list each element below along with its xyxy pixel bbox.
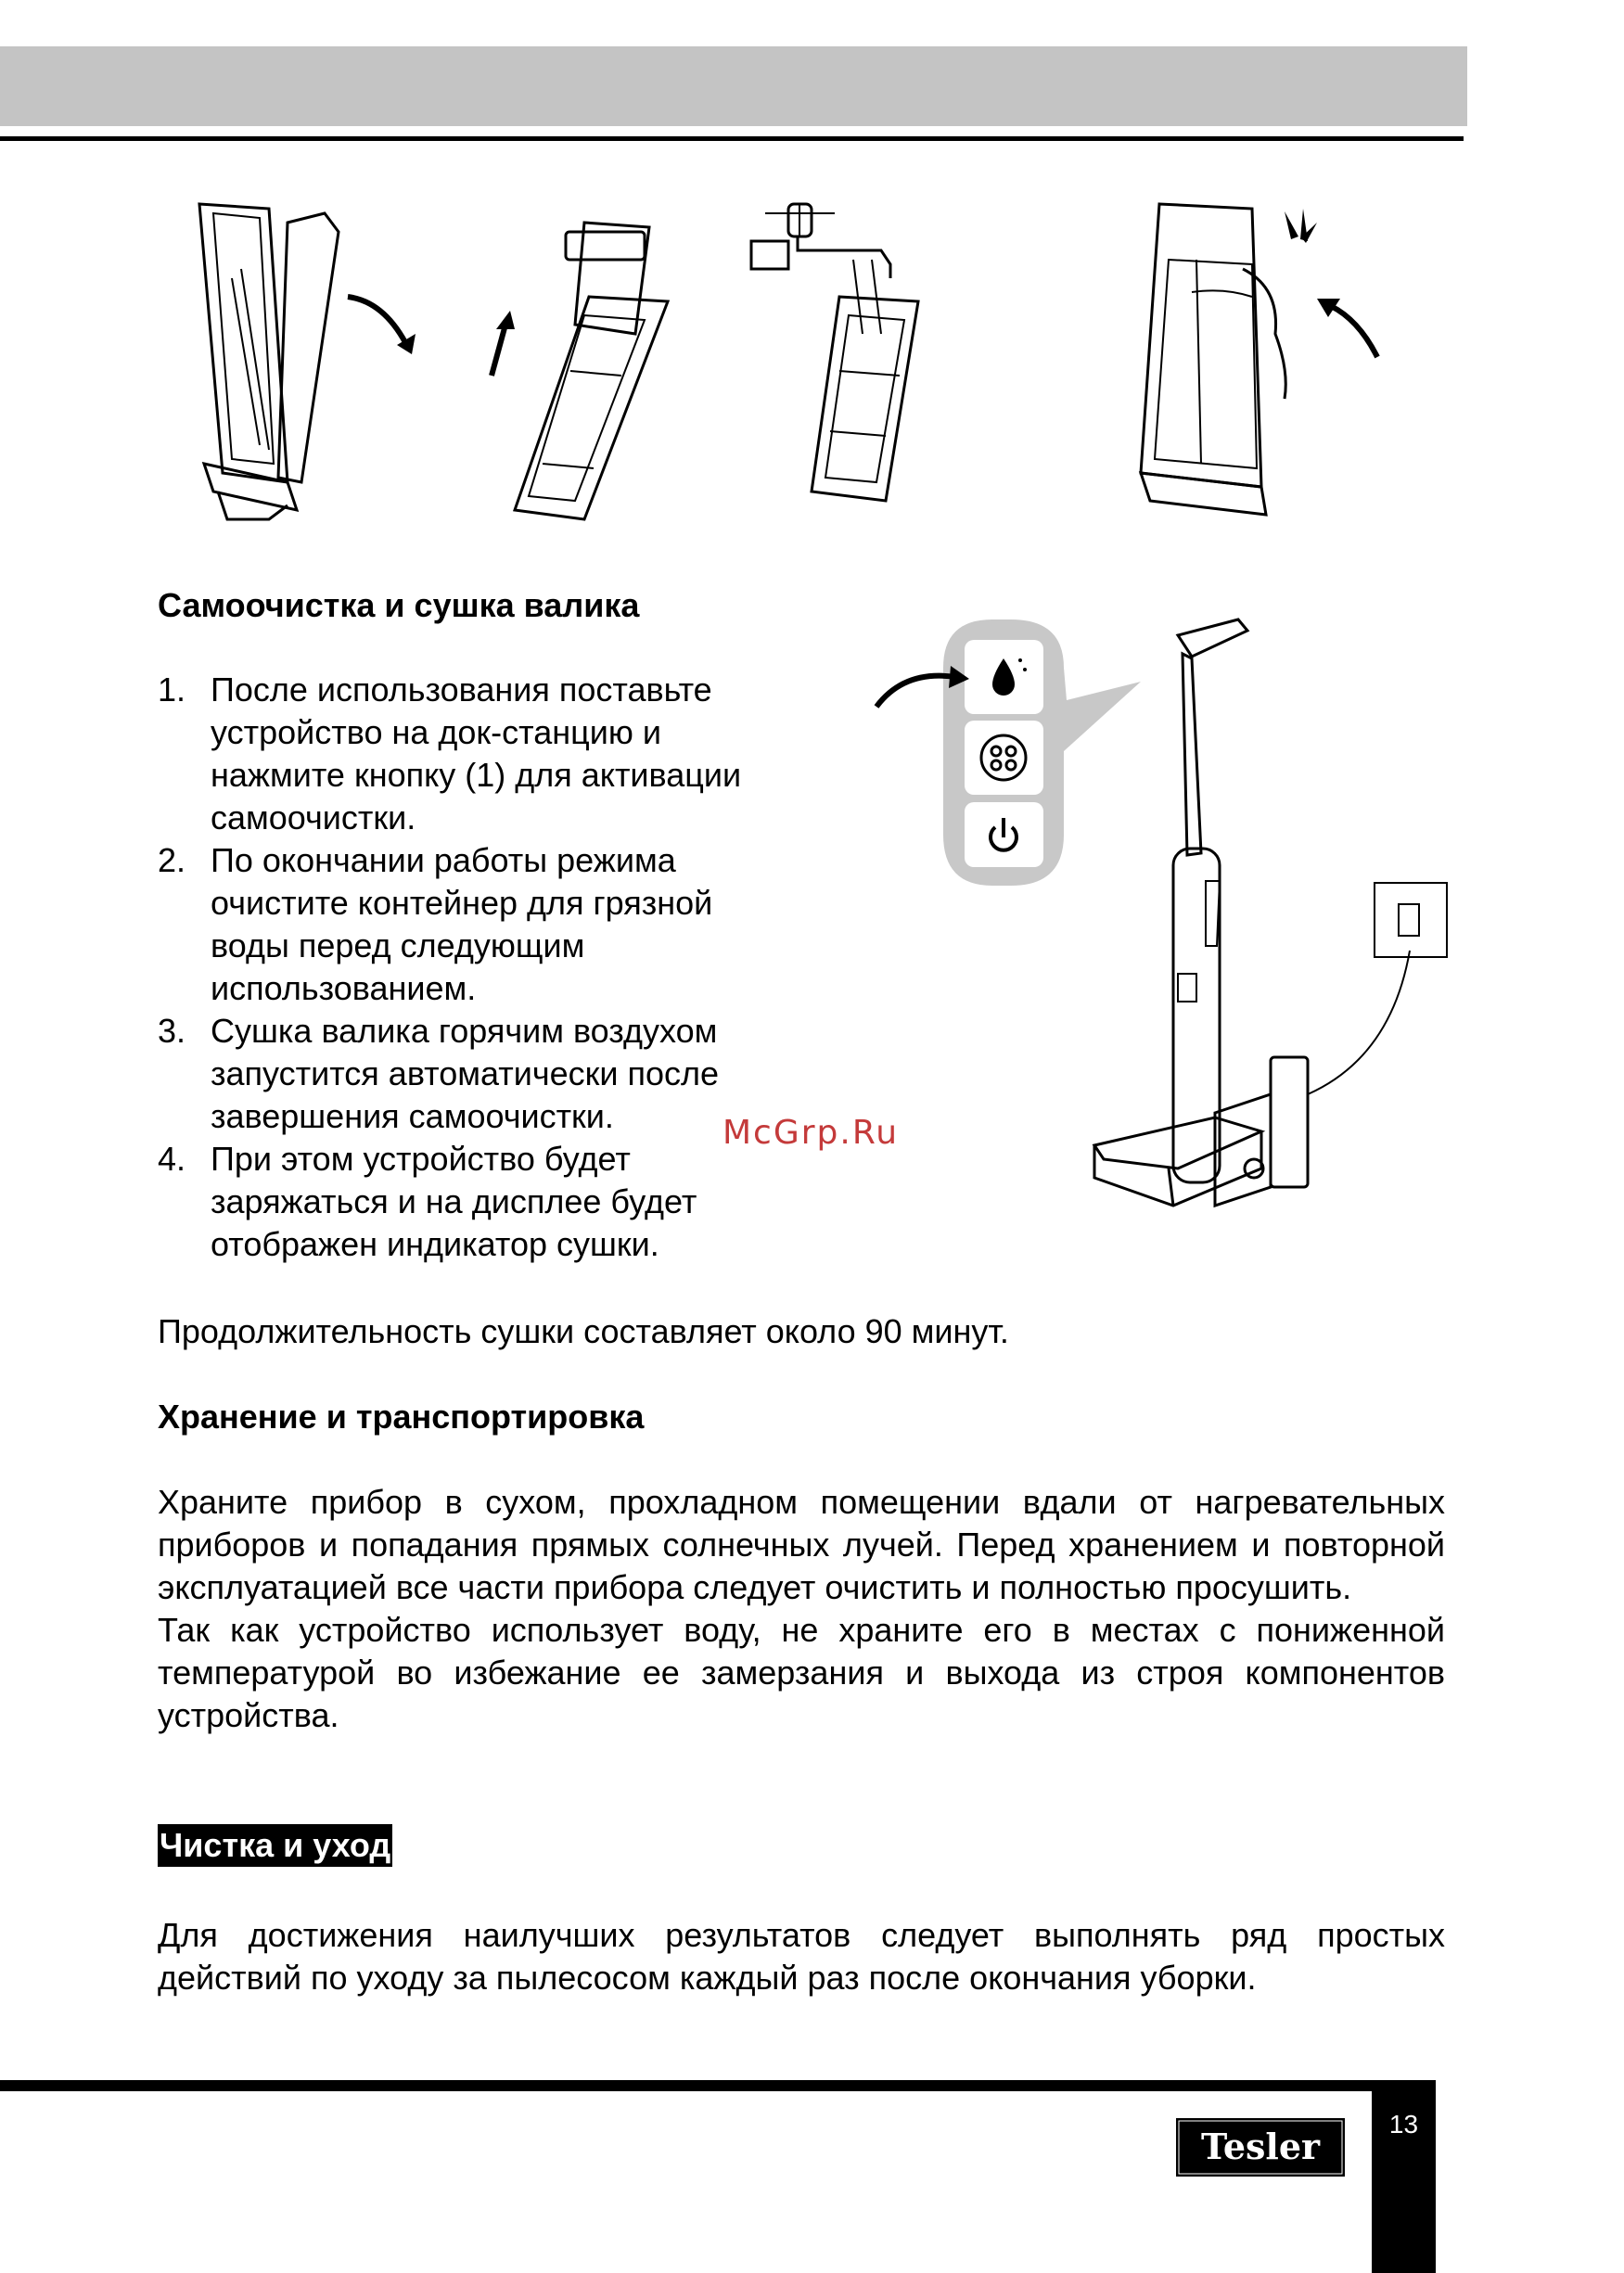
storage-heading: Хранение и транспортировка — [158, 1398, 645, 1436]
illustration-remove-tank — [199, 204, 339, 519]
illustration-rinse-tank — [751, 204, 918, 501]
brand-name: Tesler — [1200, 2126, 1321, 2167]
control-panel — [943, 619, 1141, 886]
page-number: 13 — [1388, 2110, 1419, 2139]
step-number: 3. — [158, 1012, 186, 1050]
step-item: 3. Сушка валика горячим воздухом запустится автоматически после завершения самоочистки. — [158, 1012, 720, 1135]
tesler-logo — [1176, 2118, 1345, 2177]
storage-text — [158, 1481, 1445, 1737]
footer-rule — [0, 2080, 1436, 2091]
watermark: McGrp.Ru — [722, 1114, 900, 1152]
step-number: 1. — [158, 670, 186, 709]
illustration-open-tank — [515, 223, 668, 519]
step-item: 1. После использования поставьте устройство на док-станцию и нажмите кнопку (1) для активации самоочистки. — [158, 670, 742, 836]
wall-outlet — [1308, 883, 1447, 1094]
care-heading: Чистка и уход — [158, 1824, 392, 1867]
header-band — [0, 46, 1467, 126]
storage-paragraph: Так как устройство использует воду, не храните его в местах с пониженной температурой во избежание ее замерзания и выхода из строя компонентов устройства. — [158, 1611, 1445, 1734]
arrow-icon — [348, 297, 408, 348]
click-icon — [1285, 209, 1317, 243]
steps-list — [158, 669, 900, 1266]
step-item: 2. По окончании работы режима очистите контейнер для грязной воды перед следующим использованием. — [158, 841, 713, 1007]
drying-duration-note: Продолжительность сушки составляет около 90 минут. — [158, 1312, 1009, 1350]
care-text — [158, 1914, 1445, 1999]
steps-heading: Самоочистка и сушка валика — [158, 586, 640, 624]
storage-paragraph: Храните прибор в сухом, прохладном помещении вдали от нагревательных приборов и попадания прямых солнечных лучей. Перед хранением и повторной эксплуатацией все части прибора следует очистить и полностью просушить. — [158, 1483, 1445, 1606]
care-paragraph: Для достижения наилучших результатов следует выполнять ряд простых действий по уходу за пылесосом каждый раз после окончания уборки. — [158, 1916, 1445, 1997]
header-rule — [0, 136, 1464, 141]
step-item: 4. При этом устройство будет заряжаться и на дисплее будет отображен индикатор сушки. — [158, 1140, 697, 1263]
tank-cleaning-illustrations — [148, 185, 1391, 538]
step-number: 4. — [158, 1140, 186, 1178]
arrow-icon — [492, 325, 505, 376]
illustration-install-tank — [1141, 204, 1285, 515]
device-dock-illustration — [872, 612, 1465, 1252]
vacuum-device — [1094, 619, 1308, 1206]
faucet-icon — [751, 204, 890, 278]
step-number: 2. — [158, 841, 186, 879]
arrow-icon — [1331, 306, 1377, 357]
